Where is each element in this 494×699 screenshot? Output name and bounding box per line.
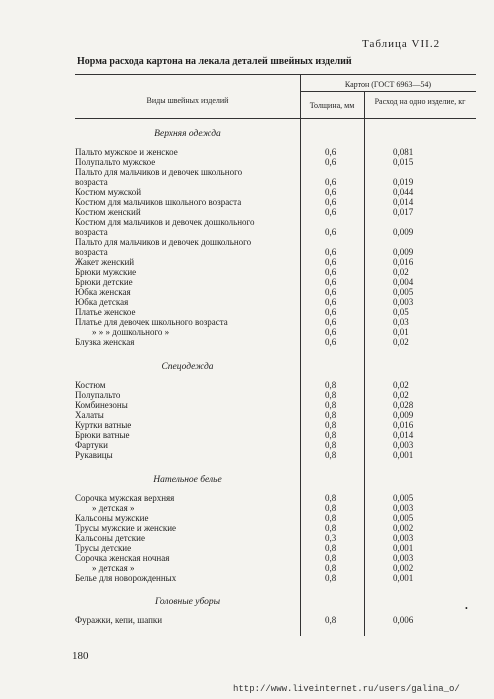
rate-value: 0,016 [393,420,414,430]
rate-value: 0,009 [393,410,414,420]
thickness-value: 0,6 [325,317,337,327]
table-row [0,503,494,513]
table-row [0,533,494,543]
thickness-value: 0,6 [325,327,337,337]
header-bottom-rule [75,118,476,119]
item-name: Костюм мужской [75,187,142,197]
rate-value: 0,015 [393,157,414,167]
table-row [0,543,494,553]
item-name: возраста [75,247,108,257]
item-name: Полупальто [75,390,121,400]
rate-value: 0,003 [393,503,414,513]
table-row [0,217,494,237]
table-row [0,400,494,410]
table-top-rule [75,74,476,75]
thickness-value: 0,6 [325,297,337,307]
item-name: Платье женское [75,307,136,317]
table-row [0,237,494,257]
rate-value: 0,081 [393,147,414,157]
rate-value: 0,001 [393,543,414,553]
rate-value: 0,019 [393,177,414,187]
rate-value: 0,002 [393,523,414,533]
thickness-value: 0,8 [325,450,337,460]
thickness-value: 0,6 [325,177,337,187]
item-name: Костюм для мальчиков и девочек дошкольного [75,217,255,227]
rate-value: 0,003 [393,297,414,307]
rate-value: 0,009 [393,227,414,237]
section-title: Спецодежда [161,362,214,372]
table-row [0,277,494,287]
item-name: Брюки детские [75,277,133,287]
thickness-value: 0,8 [325,430,337,440]
rate-value: 0,002 [393,563,414,573]
thickness-value: 0,6 [325,187,337,197]
rate-value: 0,05 [393,307,409,317]
table-row [0,337,494,347]
thickness-value: 0,8 [325,513,337,523]
table-row [0,493,494,503]
item-name: Трусы мужские и женские [75,523,177,533]
item-name: Пальто для мальчиков и девочек школьного [75,167,243,177]
item-name: Юбка женская [75,287,131,297]
table-row [0,207,494,217]
item-name: Костюм [75,380,106,390]
table-row [0,563,494,573]
section-title: Головные уборы [154,597,221,607]
karton-sub-rule [300,91,476,92]
table-row [0,327,494,337]
table-row [0,317,494,327]
table-row [0,157,494,167]
ink-speck: • [465,604,468,613]
rate-value: 0,001 [393,450,414,460]
table-row [0,573,494,583]
table-row [0,615,494,625]
table-row [0,197,494,207]
rate-value: 0,02 [393,267,409,277]
item-name: Полупальто мужское [75,157,156,167]
thickness-value: 0,6 [325,337,337,347]
thickness-value: 0,6 [325,277,337,287]
thickness-value: 0,3 [325,533,337,543]
item-name: Фуражки, кепи, шапки [75,615,163,625]
table-row [0,257,494,267]
rate-value: 0,005 [393,513,414,523]
thickness-value: 0,6 [325,207,337,217]
rate-value: 0,004 [393,277,414,287]
item-name: Халаты [75,410,104,420]
item-name: Трусы детские [75,543,132,553]
table-title: Норма расхода картона на лекала деталей швейных изделий [77,56,352,67]
item-name: Юбка детская [75,297,129,307]
rate-value: 0,001 [393,573,414,583]
thickness-value: 0,8 [325,493,337,503]
thickness-value: 0,8 [325,390,337,400]
thickness-value: 0,6 [325,307,337,317]
item-name: Пальто мужское и женское [75,147,178,157]
thickness-value: 0,6 [325,147,337,157]
thickness-value: 0,6 [325,227,337,237]
header-rate: Расход на одно изделие, кг [374,97,466,106]
rate-value: 0,02 [393,337,409,347]
item-name: Костюм женский [75,207,141,217]
thickness-value: 0,8 [325,420,337,430]
thickness-value: 0,6 [325,267,337,277]
item-name: Рукавицы [75,450,113,460]
table-row [0,523,494,533]
table-row [0,420,494,430]
table-row [0,187,494,197]
item-name: Сорочка мужская верхняя [75,493,175,503]
rate-value: 0,016 [393,257,414,267]
rate-value: 0,003 [393,440,414,450]
table-label: Таблица VII.2 [362,38,441,50]
thickness-value: 0,8 [325,410,337,420]
item-name: Пальто для мальчиков и девочек дошкольного [75,237,252,247]
thickness-value: 0,8 [325,503,337,513]
page-number: 180 [72,650,89,662]
table-row [0,147,494,157]
table-row [0,297,494,307]
rate-value: 0,006 [393,615,414,625]
rate-value: 0,003 [393,533,414,543]
item-name: Блузка женская [75,337,135,347]
rate-value: 0,017 [393,207,414,217]
item-name: возраста [75,177,108,187]
item-name: Брюки мужские [75,267,137,277]
watermark-url: http://www.liveinternet.ru/users/galina_o/ [233,684,460,694]
thickness-value: 0,6 [325,197,337,207]
item-name: Сорочка женская ночная [75,553,170,563]
section-title: Верхняя одежда [154,129,221,139]
rate-value: 0,01 [393,327,409,337]
thickness-value: 0,6 [325,287,337,297]
table-row [0,513,494,523]
table-row [0,410,494,420]
thickness-value: 0,6 [325,247,337,257]
item-name: Белье для новорожденных [75,573,177,583]
rate-value: 0,005 [393,287,414,297]
thickness-value: 0,8 [325,400,337,410]
item-name: Комбинезоны [75,400,128,410]
item-name: Жакет женский [75,257,135,267]
item-name: Костюм для мальчиков школьного возраста [75,197,242,207]
thickness-value: 0,8 [325,615,337,625]
rate-value: 0,03 [393,317,409,327]
rate-value: 0,02 [393,390,409,400]
thickness-value: 0,8 [325,543,337,553]
table-row [0,390,494,400]
table-row [0,430,494,440]
item-name: » » » дошкольного » [92,327,170,337]
item-name: Платье для девочек школьного возраста [75,317,228,327]
rate-value: 0,028 [393,400,414,410]
table-row [0,380,494,390]
table-row [0,553,494,563]
thickness-value: 0,8 [325,380,337,390]
item-name: Брюки ватные [75,430,130,440]
table-row [0,440,494,450]
item-name: » детская » [92,563,135,573]
thickness-value: 0,8 [325,523,337,533]
item-name: Фартуки [75,440,108,450]
item-name: Кальсоны мужские [75,513,149,523]
thickness-value: 0,8 [325,440,337,450]
item-name: Куртки ватные [75,420,132,430]
header-thickness: Толщина, мм [309,101,355,110]
rate-value: 0,044 [393,187,414,197]
table-row [0,307,494,317]
table-row [0,267,494,277]
item-name: » детская » [92,503,135,513]
header-kinds: Виды швейных изделий [146,96,229,105]
rate-value: 0,02 [393,380,409,390]
thickness-value: 0,8 [325,553,337,563]
rate-value: 0,014 [393,430,414,440]
thickness-value: 0,8 [325,573,337,583]
table-row [0,167,494,187]
rate-value: 0,014 [393,197,414,207]
table-row [0,450,494,460]
rate-value: 0,005 [393,493,414,503]
table-row [0,287,494,297]
thickness-value: 0,6 [325,157,337,167]
thickness-value: 0,6 [325,257,337,267]
thickness-value: 0,8 [325,563,337,573]
rate-value: 0,003 [393,553,414,563]
item-name: возраста [75,227,108,237]
rate-value: 0,009 [393,247,414,257]
header-karton: Картон (ГОСТ 6963—54) [344,80,432,89]
section-title: Нательное белье [153,475,222,485]
item-name: Кальсоны детские [75,533,145,543]
